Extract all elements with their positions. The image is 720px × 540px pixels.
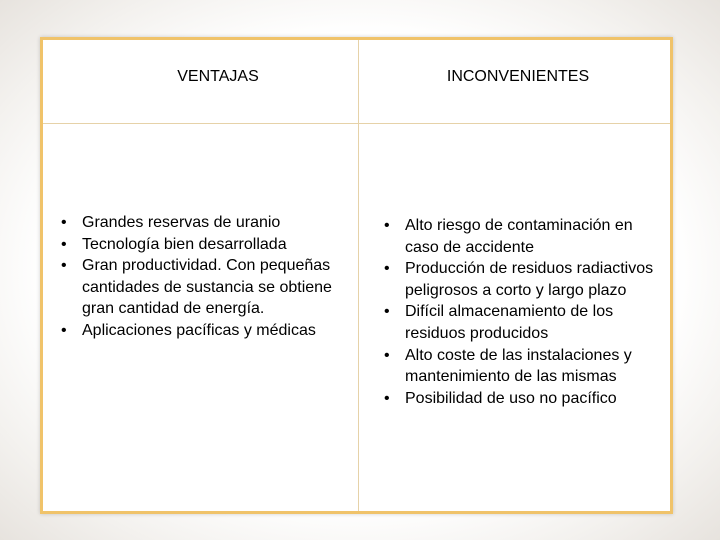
ventajas-list: [55, 212, 348, 342]
ventaja-item: • Aplicaciones pacíficas y médicas: [55, 320, 348, 342]
inconvenientes-list: [378, 215, 668, 409]
inconveniente-item: • Posibilidad de uso no pacífico: [378, 388, 668, 410]
inconveniente-item: • Alto riesgo de contaminación en caso de accidente: [378, 215, 668, 258]
inconveniente-item: • Difícil almacenamiento de los residuos producidos: [378, 301, 668, 344]
header-divider: [43, 123, 670, 124]
inconveniente-item: • Producción de residuos radiactivos peligrosos a corto y largo plazo: [378, 258, 668, 301]
ventaja-item: • Gran productividad. Con pequeñas cantidades de sustancia se obtiene gran cantidad de energía.: [55, 255, 348, 320]
comparison-table: [40, 37, 673, 514]
header-inconvenientes: INCONVENIENTES: [446, 68, 590, 85]
ventaja-item: • Grandes reservas de uranio: [55, 212, 348, 234]
inconveniente-item: • Alto coste de las instalaciones y mantenimiento de las mismas: [378, 345, 668, 388]
column-divider: [358, 40, 359, 511]
ventaja-item: • Tecnología bien desarrollada: [55, 234, 348, 256]
header-ventajas: VENTAJAS: [177, 68, 259, 85]
